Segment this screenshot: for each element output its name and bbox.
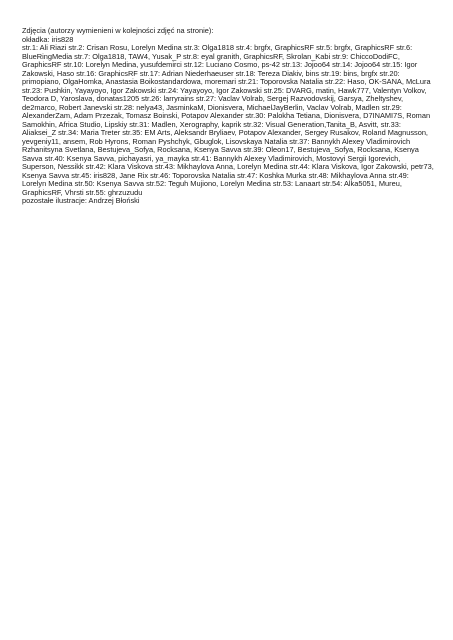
credits-heading: Zdjęcia (autorzy wymienieni w kolejności zdjęć na stronie): [22, 26, 214, 35]
credits-other-illustrations: pozostałe ilustracje: Andrzej Błoński [22, 196, 140, 205]
photo-credits [22, 27, 434, 206]
credits-pages: str.1: Ali Riazi str.2: Crisan Rosu, Lorelyn Medina str.3: Olga1818 str.4: brgfx, GraphicsRF str.5: brgfx, GraphicsRF str.6: BlueRingMedia str.7: Olga1818, TAW4, Yusak_P str.8: eyal granith, GraphicsRF, Skrolan_Kabi str.9: ChiccoDodiFC, GraphicsRF str.10: Lorelyn Medina, yusufdemirci str.12: Luciano Cosmo, ps-42 str.13: Jojoo64 str.14: Jojoo64 str.15: Igor Zakowski, Haso str.16: GraphicsRF str.17: Adrian Niederhaeuser str.18: Tereza Diakiv, bins str.19: bins, brgfx str.20: primopiano, OlgaHomka, Anastasia Boikostandardowa, moremari str.21: Toporovska Natalia str.22: Haso, OK-SANA, McLura str.23: Pushkin, Yayayoyo, Igor Zakowski str.24: Yayayoyo, Igor Zakowski str.25: DVARG, matin, Hawk777, Valentyn Volkov, Teodora D, Yaroslava, donatas1205 str.26: larryrains str.27: Vaclav Volrab, Sergej Razvodovskij, Garsya, Zheltyshev, de2marco, Robert Janevski str.28: nelya43, JasminkaM, Dionisvera, MichaelJayBerlin, Vaclav Volrab, Madlen str.29: AlexanderZam, Adam Przezak, Tomasz Boinski, Potapov Alexander str.30: Palokha Tetiana, Dionisvera, D7INAMI7S, Roman Samokhin, Africa Studio, Lipskiy str.31: Madlen, Xerography, kaprik str.32: Visual Generation,Tanita_B, Asvitt, str.33: Aliaksei_Z str.34: Maria Treter str.35: EM Arts, Aleksandr Bryliaev, Potapov Alexander, Sergey Rusakov, Roland Magnusson, yevgeniy11, ansem, Rob Hyrons, Roman Pyshchyk, Gbuglok, Lisovskaya Natalia str.37: Bannykh Alexey Vladimirovich Rzhanitsyna Svetlana, Bestujeva_Sofya, Rocksana, Ksenya Savva str.39: Oleon17, Bestujeva_Sofya, Rocksana, Ksenya Savva str.40: Ksenya Savva, pichayasri, ya_mayka str.41: Bannykh Alexey Vladimirovich, Mostovyi Sergii Igorevich, Superson, Nessikk str.42: Klara Viskova str.43: Mikhaylova Anna, Lorelyn Medina str.44: Klara Viskova, Igor Zakowski, petr73, Ksenya Savva str.45: iris828, Jane Rix str.46: Toporovska Natalia str.47: Koshka Murka str.48: Mikhaylova Anna str.49: Lorelyn Medina str.50: Ksenya Savva str.52: Teguh Mujiono, Lorelyn Medina str.53: Lanaart str.54: Alka5051, Mureu, GraphicsRF, Vhrsti str.55: ghrzuzudu [22, 43, 434, 197]
credits-cover: okładka: iris828 [22, 34, 74, 44]
